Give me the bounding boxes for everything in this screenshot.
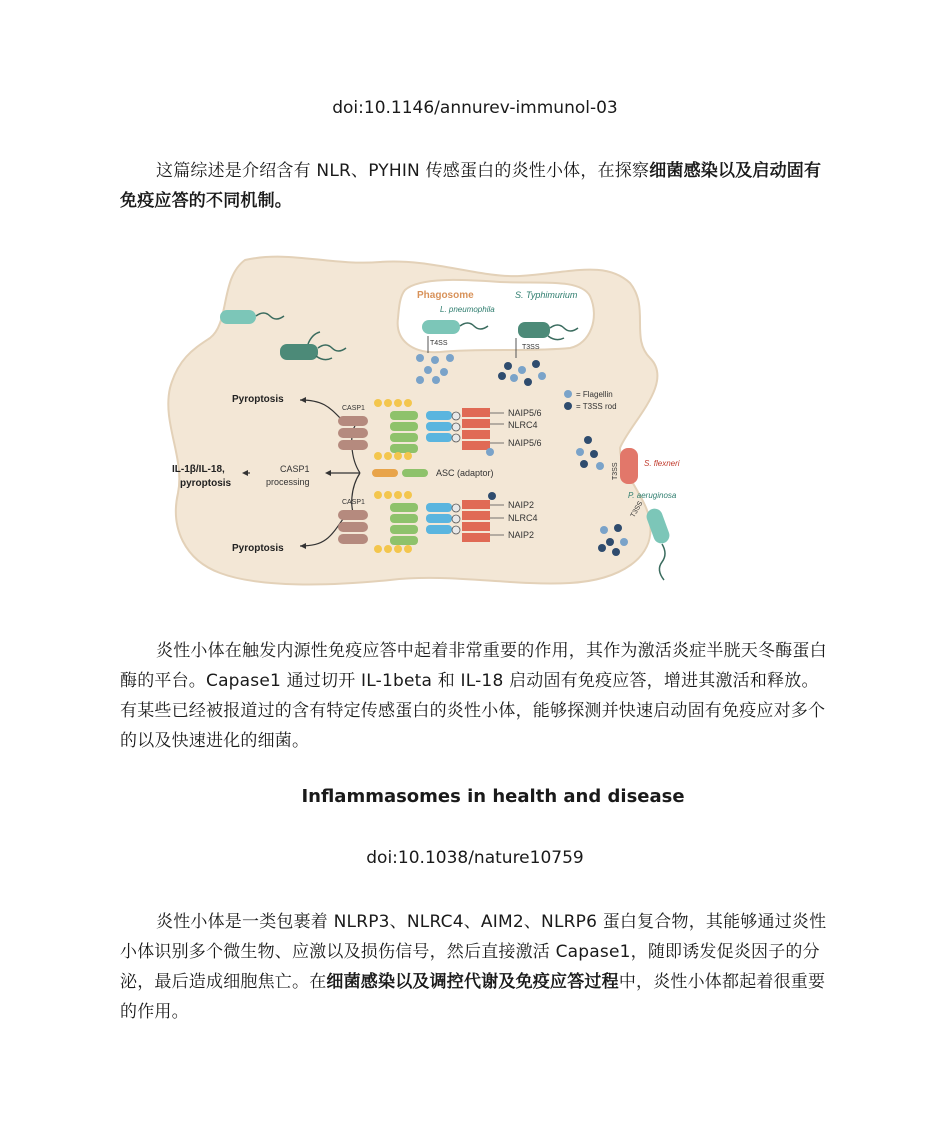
asc-bar-2 — [402, 469, 428, 477]
pyroptosis-top-label: Pyroptosis — [232, 394, 284, 405]
paragraph-inflammasome-role: 炎性小体在触发内源性免疫应答中起着非常重要的作用，其作为激活炎症半胱天冬酶蛋白酶的平台。Capase1 通过切开 IL-1beta 和 IL-18 启动固有免疫应答，增进其激活和释放。有某些已经被报道过的含有特定传感蛋白的炎性小体，能够探测并快速启动固有免疫应对多个的以及快速进化的细菌。 — [120, 641, 827, 751]
paragraph-text-1: 炎性小体是一类包裹着 NLRP3、NLRC4、AIM2、NLRP6 蛋白复合物，其能够通过炎性小体识别多个微生物、应激以及损伤信号，然后直接激活 Capase1，随即诱发促炎因子的分泌，最后造成细胞焦亡。在 — [120, 912, 827, 992]
paragraph-bold-text: 细菌感染以及启动固有免疫应答的不同机制。 — [120, 161, 822, 211]
t3ss-aeruginosa-label: T3SS — [629, 500, 645, 519]
t3ss-flexneri-label: T3SS — [612, 462, 619, 480]
casp1-top-label: CASP1 — [342, 405, 365, 412]
legend-t3ss-rod: = T3SS rod — [576, 402, 617, 411]
inflammasome-figure — [150, 248, 820, 598]
asc-label: ASC (adaptor) — [436, 468, 494, 478]
nlrc4-bottom-label: NLRC4 — [508, 513, 538, 523]
phagosome-label: Phagosome — [417, 290, 474, 301]
s-typhimurium-bacterium — [518, 322, 550, 338]
s-flexneri-bacterium — [620, 448, 638, 484]
free-bacterium-teal — [220, 310, 256, 324]
doi-annurev: doi:10.1146/annurev-immunol-03 — [332, 98, 618, 118]
paragraph-text: 这篇综述是介绍含有 NLR、PYHIN 传感蛋白的炎性小体，在探察 — [156, 161, 650, 181]
t4ss-label: T4SS — [430, 340, 448, 347]
nlrc4-top-label: NLRC4 — [508, 420, 538, 430]
casp1-processing-line1: CASP1 — [280, 464, 310, 474]
l-pneumophila-label: L. pneumophila — [440, 305, 495, 314]
s-typhimurium-label: S. Typhimurium — [515, 290, 578, 300]
doi-nature: doi:10.1038/nature10759 — [366, 848, 584, 868]
casp1-bottom-label: CASP1 — [342, 499, 365, 506]
paragraph-bold-text-2: 细菌感染以及调控代谢及免疫应答过程 — [326, 972, 619, 992]
il-label-line1: IL-1β/IL-18, — [172, 464, 225, 475]
s-flexneri-label: S. flexneri — [644, 459, 680, 468]
paragraph-inflammasome-definition — [120, 907, 832, 1027]
naip2-top-label: NAIP2 — [508, 500, 535, 510]
pyroptosis-bottom-label: Pyroptosis — [232, 543, 284, 554]
paragraph-text-2: 中，炎性小体都起着很重要的作用。 — [120, 972, 826, 1022]
legend-flagellin: = Flagellin — [576, 390, 613, 399]
paragraph-review-intro — [120, 156, 832, 216]
free-bacterium-dark — [280, 344, 318, 360]
t3ss-label: T3SS — [522, 344, 540, 351]
p-aeruginosa-label: P. aeruginosa — [628, 491, 677, 500]
il-label-line2: pyroptosis — [180, 478, 232, 489]
naip56-top-label: NAIP5/6 — [508, 408, 542, 418]
asc-bar-1 — [372, 469, 398, 477]
naip2-bottom-label: NAIP2 — [508, 530, 535, 540]
naip56-lower-label: NAIP5/6 — [508, 438, 542, 448]
section-heading: Inflammasomes in health and disease — [301, 786, 685, 807]
l-pneumophila-bacterium — [422, 320, 460, 334]
casp1-processing-line2: processing — [266, 477, 310, 487]
